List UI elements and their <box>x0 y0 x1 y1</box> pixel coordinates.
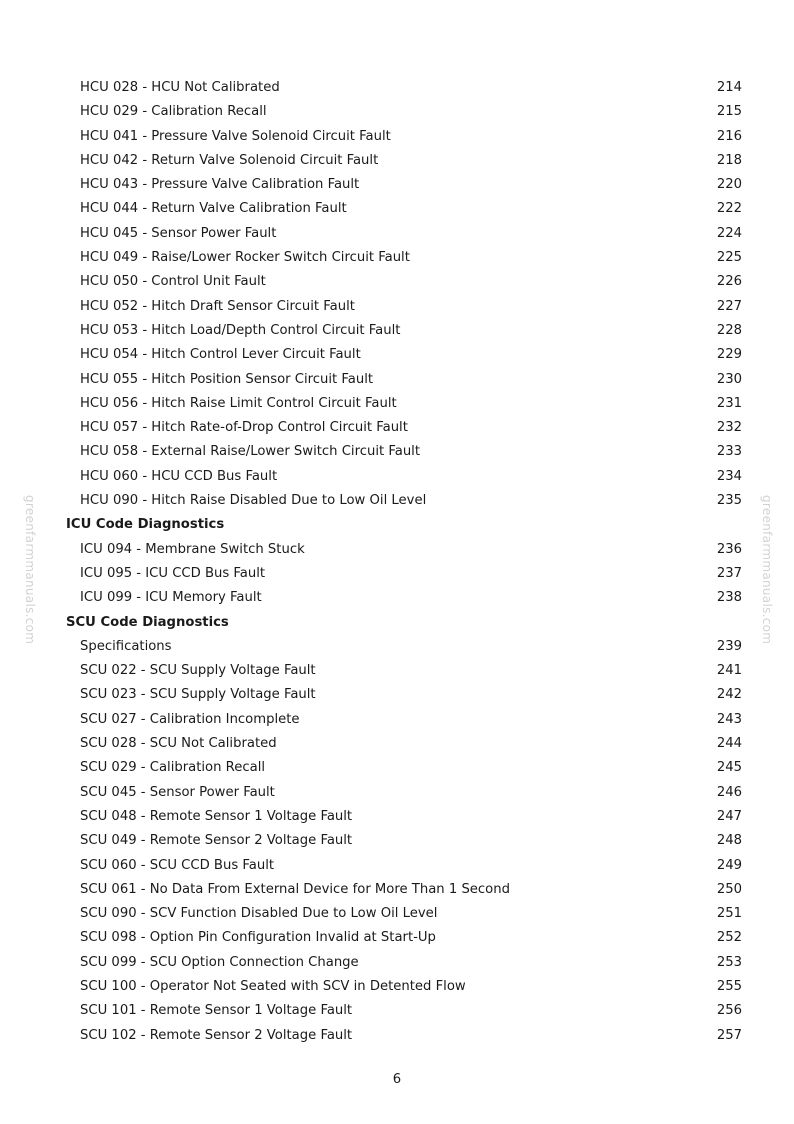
toc-entry-title: SCU 023 - SCU Supply Voltage Fault <box>80 687 316 703</box>
toc-entry-page: 247 <box>716 808 742 824</box>
toc-entry-title: HCU 044 - Return Valve Calibration Fault <box>80 201 347 217</box>
toc-entry[interactable] <box>66 125 742 149</box>
toc-entry-title: ICU 099 - ICU Memory Fault <box>80 590 262 606</box>
section-heading <box>66 611 742 635</box>
toc-entry[interactable] <box>66 197 742 221</box>
watermark-left: greenfarmmanuals.com <box>23 495 37 645</box>
toc-entry[interactable] <box>66 173 742 197</box>
toc-entry-page: 238 <box>716 590 742 606</box>
toc-entry-page: 255 <box>716 978 742 994</box>
toc-entry-title: HCU 052 - Hitch Draft Sensor Circuit Fault <box>80 298 355 314</box>
toc-entry[interactable] <box>66 659 742 683</box>
toc-entry-title: ICU 095 - ICU CCD Bus Fault <box>80 565 266 581</box>
toc-entry-title: HCU 056 - Hitch Raise Limit Control Circuit Fault <box>80 395 397 411</box>
toc-entry[interactable] <box>66 343 742 367</box>
toc-entry-title: HCU 045 - Sensor Power Fault <box>80 225 277 241</box>
toc-entry-title: HCU 090 - Hitch Raise Disabled Due to Low Oil Level <box>80 493 427 509</box>
toc-entry-page: 250 <box>716 881 742 897</box>
toc-entry-page: 239 <box>716 638 742 654</box>
toc-entry-title: SCU 099 - SCU Option Connection Change <box>80 954 359 970</box>
toc-entry-page: 230 <box>716 371 742 387</box>
toc-entry-page: 222 <box>716 201 742 217</box>
toc-entry-title: SCU 100 - Operator Not Seated with SCV in Detented Flow <box>80 978 466 994</box>
toc-entry-title: SCU 027 - Calibration Incomplete <box>80 711 300 727</box>
toc-entry-title: HCU 060 - HCU CCD Bus Fault <box>80 468 278 484</box>
toc-entry-title: HCU 054 - Hitch Control Lever Circuit Fault <box>80 347 361 363</box>
toc-entry-page: 245 <box>716 760 742 776</box>
section-heading <box>66 513 742 537</box>
toc-entry-page: 228 <box>716 322 742 338</box>
toc-entry-page: 233 <box>716 444 742 460</box>
toc-entry-title: HCU 028 - HCU Not Calibrated <box>80 80 280 95</box>
toc-entry-page: 253 <box>716 954 742 970</box>
toc-entry-title: Specifications <box>80 638 172 654</box>
toc-entry[interactable] <box>66 781 742 805</box>
toc-entry-title: SCU 048 - Remote Sensor 1 Voltage Fault <box>80 808 353 824</box>
toc-entry[interactable] <box>66 100 742 124</box>
toc-entry-title: SCU 061 - No Data From External Device for More Than 1 Second <box>80 881 510 897</box>
toc-entry-title: SCU 022 - SCU Supply Voltage Fault <box>80 663 316 679</box>
toc-entry-page: 231 <box>716 395 742 411</box>
toc-entry-page: 241 <box>716 663 742 679</box>
toc-entry-page: 244 <box>716 736 742 752</box>
toc-entry-page: 242 <box>716 687 742 703</box>
toc-entry-title: SCU 060 - SCU CCD Bus Fault <box>80 857 275 873</box>
section-heading-text: ICU Code Diagnostics <box>66 517 225 533</box>
toc-entry-title: SCU 102 - Remote Sensor 2 Voltage Fault <box>80 1027 353 1043</box>
toc-entry[interactable] <box>66 246 742 270</box>
toc-entry-title: SCU 049 - Remote Sensor 2 Voltage Fault <box>80 833 353 849</box>
toc-entry-page: 235 <box>716 493 742 509</box>
toc-entry[interactable] <box>66 76 742 100</box>
toc-entry[interactable] <box>66 999 742 1023</box>
toc-entry-page: 232 <box>716 420 742 436</box>
toc-entry-title: SCU 028 - SCU Not Calibrated <box>80 736 277 752</box>
toc-entry-page: 246 <box>716 784 742 800</box>
toc-entry-page: 227 <box>716 298 742 314</box>
toc-entry-title: SCU 090 - SCV Function Disabled Due to Low Oil Level <box>80 906 438 922</box>
toc-entry[interactable] <box>66 319 742 343</box>
toc-entry[interactable] <box>66 392 742 416</box>
page-number: 6 <box>392 1072 402 1087</box>
toc-entry-page: 257 <box>716 1027 742 1043</box>
toc-entry-title: SCU 029 - Calibration Recall <box>80 760 266 776</box>
toc-entry-page: 218 <box>716 152 742 168</box>
toc-entry-title: ICU 094 - Membrane Switch Stuck <box>80 541 305 557</box>
toc-entry-page: 243 <box>716 711 742 727</box>
toc-entry-title: SCU 098 - Option Pin Configuration Invalid at Start-Up <box>80 930 436 946</box>
toc-entry-title: HCU 053 - Hitch Load/Depth Control Circuit Fault <box>80 322 401 338</box>
toc-entry-title: HCU 058 - External Raise/Lower Switch Circuit Fault <box>80 444 421 460</box>
toc-entry[interactable] <box>66 732 742 756</box>
toc-entry-page: 234 <box>716 468 742 484</box>
toc-entry[interactable] <box>66 975 742 999</box>
toc-entry[interactable] <box>66 270 742 294</box>
toc-entry-page: 216 <box>716 128 742 144</box>
toc-entry-page: 214 <box>716 80 742 95</box>
toc-entry[interactable] <box>66 149 742 173</box>
toc-entry[interactable] <box>66 489 742 513</box>
toc-entry[interactable] <box>66 902 742 926</box>
watermark-right: greenfarmmanuals.com <box>760 495 774 645</box>
toc-entry[interactable] <box>66 951 742 975</box>
toc-entry-title: HCU 029 - Calibration Recall <box>80 104 267 120</box>
toc-entry[interactable] <box>66 756 742 780</box>
toc-entry[interactable] <box>66 854 742 878</box>
toc-entry[interactable] <box>66 368 742 392</box>
toc-entry-title: HCU 049 - Raise/Lower Rocker Switch Circuit Fault <box>80 250 410 266</box>
toc-entry-page: 224 <box>716 225 742 241</box>
toc-entry-page: 225 <box>716 250 742 266</box>
toc-entry-page: 237 <box>716 565 742 581</box>
toc-entry-title: HCU 043 - Pressure Valve Calibration Fault <box>80 177 360 193</box>
toc-entry[interactable] <box>66 416 742 440</box>
toc-entry[interactable] <box>66 708 742 732</box>
toc-entry-title: HCU 041 - Pressure Valve Solenoid Circuit Fault <box>80 128 391 144</box>
toc-entry-title: HCU 057 - Hitch Rate-of-Drop Control Circuit Fault <box>80 420 408 436</box>
toc-entry-page: 251 <box>716 906 742 922</box>
toc-entry[interactable] <box>66 805 742 829</box>
toc-entry[interactable] <box>66 440 742 464</box>
toc-entry-page: 215 <box>716 104 742 120</box>
table-of-contents <box>66 76 742 1048</box>
toc-entry-page: 229 <box>716 347 742 363</box>
toc-entry-page: 226 <box>716 274 742 290</box>
toc-entry[interactable] <box>66 926 742 950</box>
section-heading-text: SCU Code Diagnostics <box>66 614 229 630</box>
toc-entry[interactable] <box>66 538 742 562</box>
toc-entry[interactable] <box>66 635 742 659</box>
toc-entry[interactable] <box>66 878 742 902</box>
toc-entry-page: 220 <box>716 177 742 193</box>
toc-entry-page: 252 <box>716 930 742 946</box>
toc-entry[interactable] <box>66 1024 742 1048</box>
toc-entry[interactable] <box>66 465 742 489</box>
toc-entry[interactable] <box>66 586 742 610</box>
toc-entry[interactable] <box>66 222 742 246</box>
toc-entry-title: SCU 045 - Sensor Power Fault <box>80 784 275 800</box>
toc-entry[interactable] <box>66 829 742 853</box>
toc-entry-page: 256 <box>716 1003 742 1019</box>
toc-entry[interactable] <box>66 683 742 707</box>
toc-entry-title: HCU 055 - Hitch Position Sensor Circuit Fault <box>80 371 374 387</box>
toc-entry-title: HCU 050 - Control Unit Fault <box>80 274 266 290</box>
toc-entry-page: 249 <box>716 857 742 873</box>
toc-entry-page: 236 <box>716 541 742 557</box>
toc-entry[interactable] <box>66 295 742 319</box>
toc-entry-title: HCU 042 - Return Valve Solenoid Circuit Fault <box>80 152 379 168</box>
toc-entry-page: 248 <box>716 833 742 849</box>
toc-entry-title: SCU 101 - Remote Sensor 1 Voltage Fault <box>80 1003 353 1019</box>
toc-entry[interactable] <box>66 562 742 586</box>
